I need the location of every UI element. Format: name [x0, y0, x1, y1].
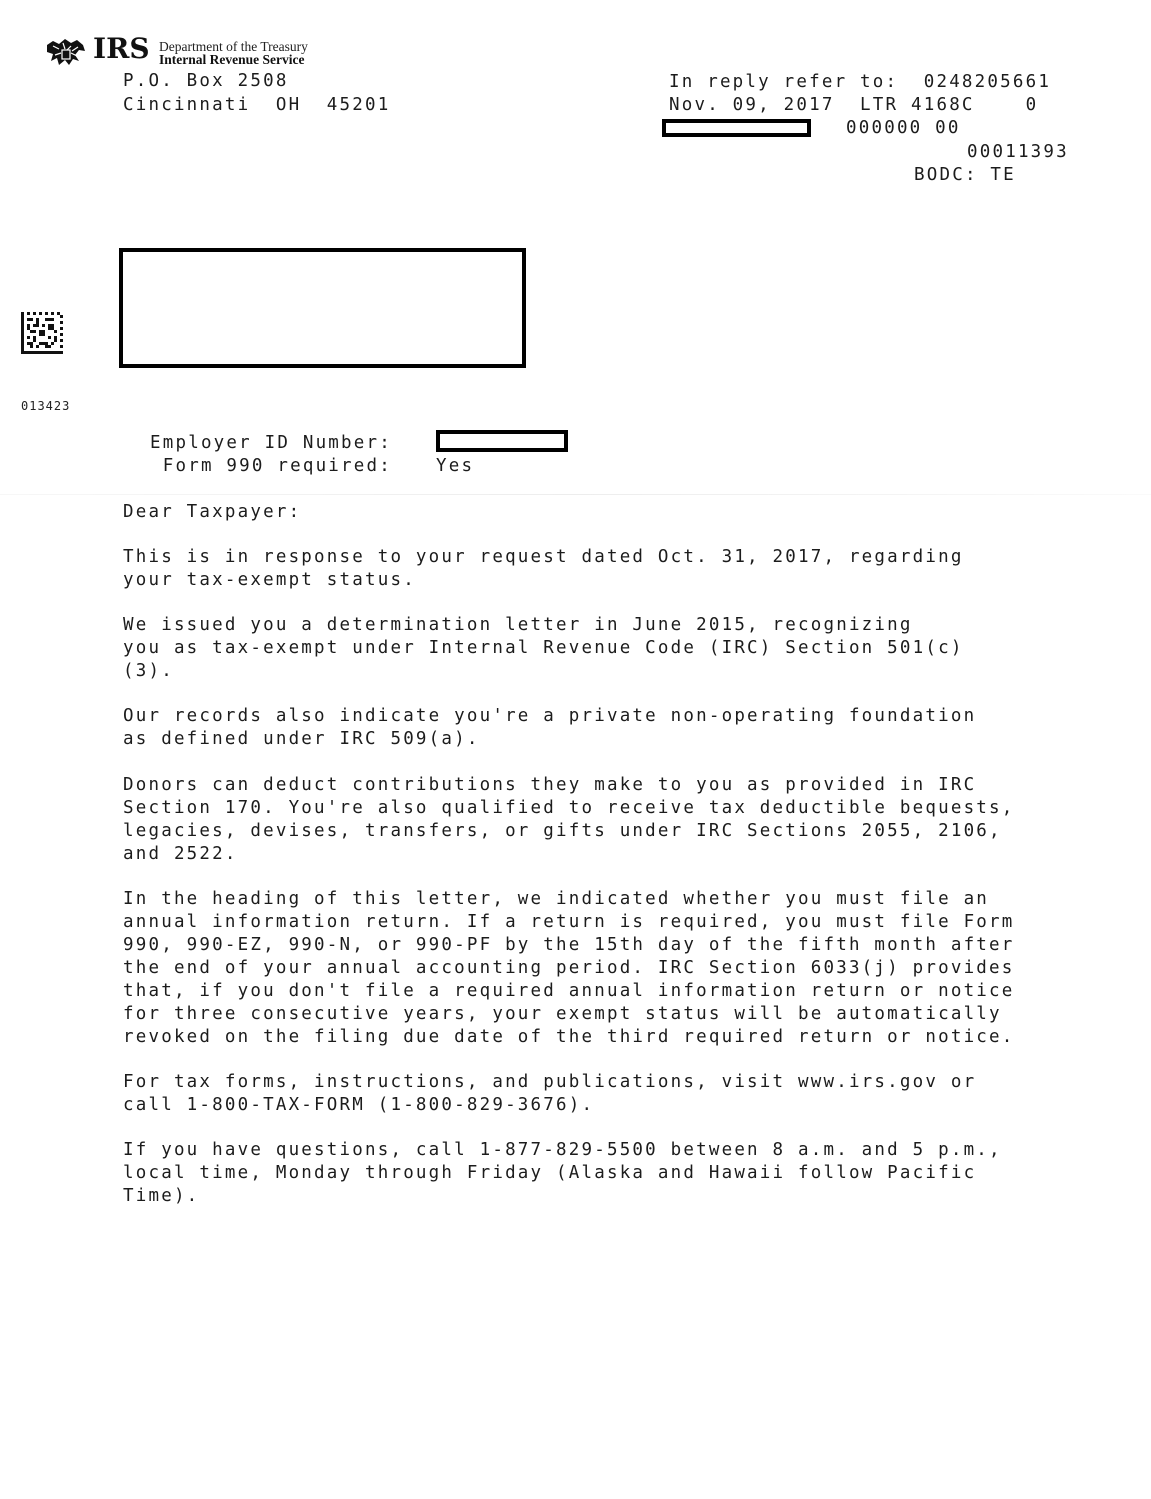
letter-date-and-number: Nov. 09, 2017 LTR 4168C 0	[669, 95, 1039, 115]
batch-number: 00011393	[967, 142, 1069, 162]
redacted-ein	[436, 430, 568, 452]
redacted-recipient-address	[119, 248, 526, 368]
irs-eagle-icon	[45, 37, 87, 67]
service-name: Internal Revenue Service	[159, 52, 305, 67]
form-990-label: Form 990 required:	[150, 456, 392, 476]
mail-code: 013423	[21, 399, 71, 413]
redacted-reference-box	[662, 119, 811, 137]
irs-logo	[45, 32, 345, 70]
address-line-1: P.O. Box 2508	[123, 71, 289, 91]
address-line-2: Cincinnati OH 45201	[123, 95, 391, 115]
department-name: Department of the Treasury	[159, 39, 308, 54]
bodc-code: BODC: TE	[914, 165, 1016, 185]
ein-label: Employer ID Number:	[150, 433, 392, 453]
paragraph-deductibility: Donors can deduct contributions they make to you as provided in IRC Section 170. You're also qualified to receive tax deductible bequests, legacies, devises, transfers, or gifts under IRC Sections 2055, 2106, and 2522.	[123, 775, 1015, 864]
paragraph-determination: We issued you a determination letter in June 2015, recognizing you as tax-exempt under Internal Revenue Code (IRC) Section 501(c) (3).	[123, 615, 964, 681]
reply-reference: In reply refer to: 0248205661	[669, 72, 1052, 92]
paragraph-tax-forms: For tax forms, instructions, and publications, visit www.irs.gov or call 1-800-TAX-FORM (1-800-829-3676).	[123, 1072, 977, 1115]
paragraph-filing-requirement: In the heading of this letter, we indicated whether you must file an annual information return. If a return is required, you must file Form 990, 990-EZ, 990-N, or 990-PF by the 15th day of the fifth month after the end of your annual accounting period. IRC Section 6033(j) provides that, if you don't file a required annual information return or notice for three consecutive years, your exempt status will be automatically revoked on the filing due date of the third required return or notice.	[123, 889, 1015, 1047]
reference-code: 000000 00	[846, 118, 961, 138]
paragraph-foundation-status: Our records also indicate you're a private non-operating foundation as defined under IRC 509(a).	[123, 706, 977, 749]
irs-letters: IRS	[93, 32, 150, 65]
2d-barcode-icon	[21, 312, 63, 354]
salutation: Dear Taxpayer:	[123, 502, 302, 522]
paper-fold-line	[0, 494, 1151, 495]
paragraph-questions: If you have questions, call 1-877-829-5500 between 8 a.m. and 5 p.m., local time, Monday through Friday (Alaska and Hawaii follow Pacific Time).	[123, 1140, 1002, 1206]
form-990-value: Yes	[436, 456, 475, 476]
paragraph-request: This is in response to your request dated Oct. 31, 2017, regarding your tax-exempt status.	[123, 547, 964, 590]
